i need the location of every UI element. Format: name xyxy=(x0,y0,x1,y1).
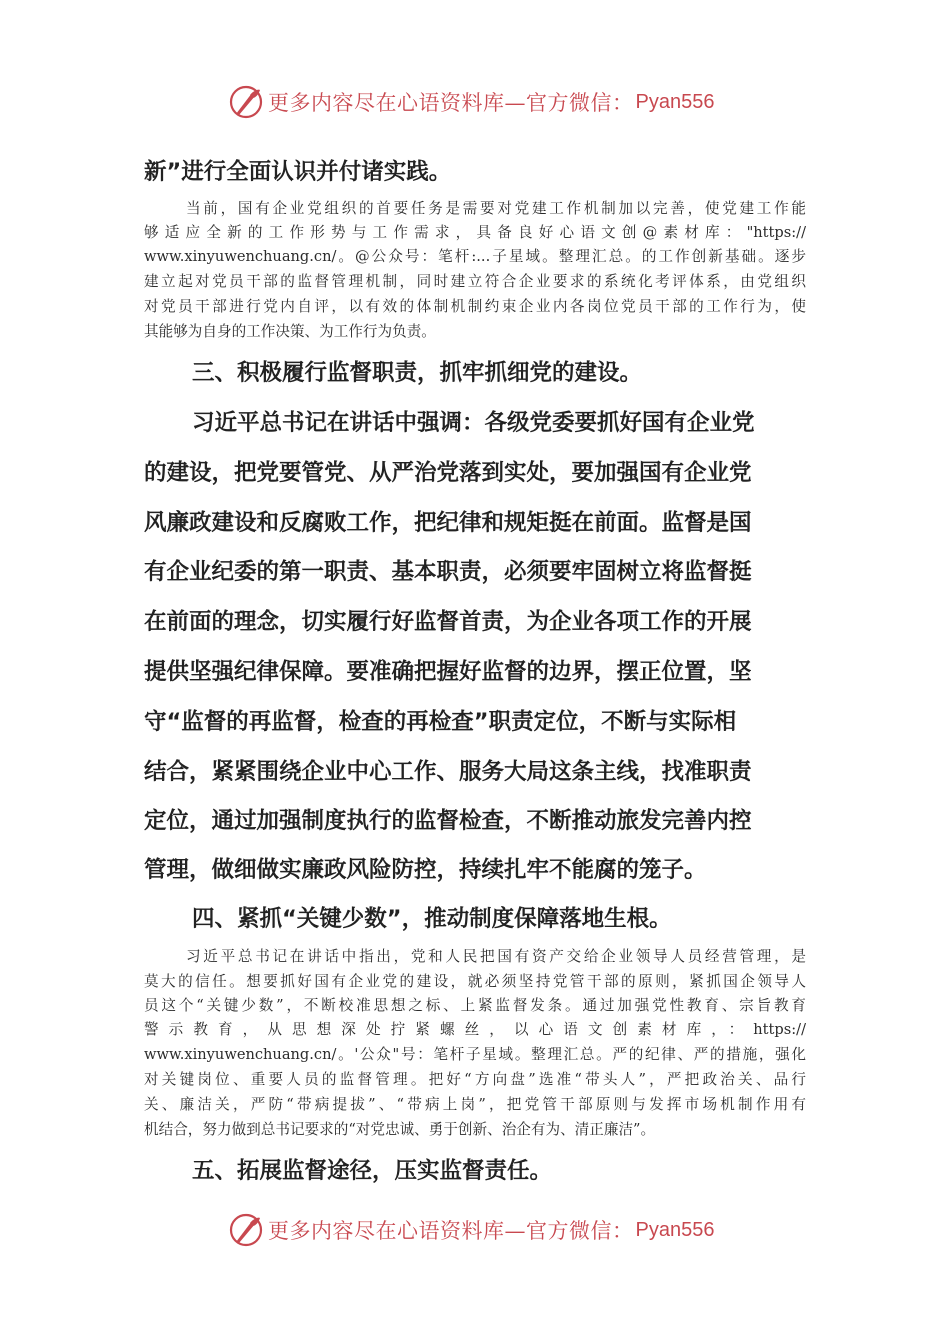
text-line: 当前，国有企业党组织的首要任务是需要对党建工作机制加以完善，使党建工作能 xyxy=(186,200,806,217)
quill-pen-icon xyxy=(228,84,264,120)
text-line: 有企业纪委的第一职责、基本职责，必须要牢固树立将监督挺 xyxy=(144,559,752,585)
text-line: 在前面的理念，切实履行好监督首责，为企业各项工作的开展 xyxy=(144,609,752,635)
text-line: 定位，通过加强制度执行的监督检查，不断推动旅发完善内控 xyxy=(144,808,752,834)
quill-pen-icon xyxy=(228,1212,264,1248)
text-line: 建立起对党员干部的监督管理机制，同时建立符合企业要求的系统化考评体系，由党组织 xyxy=(144,273,806,290)
text-line: 莫大的信任。想要抓好国有企业党的建设，就必须坚持党管干部的原则，紧抓国企领导人 xyxy=(144,973,806,990)
banner-text: 更多内容尽在心语资料库—官方微信： xyxy=(268,91,634,115)
text-line: 机结合，努力做到总书记要求的“对党忠诚、勇于创新、治企有为、清正廉洁”。 xyxy=(144,1121,656,1138)
text-line: 其能够为自身的工作决策、为工作行为负责。 xyxy=(144,323,436,340)
text-line: 结合，紧紧围绕企业中心工作、服务大局这条主线，找准职责 xyxy=(144,759,752,785)
banner-text: 更多内容尽在心语资料库—官方微信： xyxy=(268,1219,634,1243)
text-line: 员这个“关键少数”，不断校准思想之标、上紧监督发条。通过加强党性教育、宗旨教育 xyxy=(144,997,806,1014)
banner-handle: Pyan556 xyxy=(635,1218,715,1241)
section-heading: 五、拓展监督途径，压实监督责任。 xyxy=(192,1158,553,1184)
section-heading: 四、紧抓“关键少数”，推动制度保障落地生根。 xyxy=(192,906,672,932)
text-line: www.xinyuwenchuang.cn/。'公众"号：笔杆子星域。整理汇总。严的纪律、严的措施，强化 xyxy=(144,1046,806,1063)
text-line: 关、廉洁关，严防“带病提拔”、“带病上岗”，把党管干部原则与发挥市场机制作用有 xyxy=(144,1096,806,1113)
header-banner xyxy=(228,82,748,122)
text-line: 新”进行全面认识并付诸实践。 xyxy=(144,159,452,185)
text-line: www.xinyuwenchuang.cn/。@公众号：笔杆:...子星域。整理汇总。的工作创新基础。逐步 xyxy=(144,248,806,265)
banner-handle: Pyan556 xyxy=(635,90,715,113)
text-line: 够适应全新的工作形势与工作需求，具备良好心语文创@素材库："https:// xyxy=(144,224,806,241)
text-line: 习近平总书记在讲话中强调：各级党委要抓好国有企业党 xyxy=(192,410,755,436)
text-line: 习近平总书记在讲话中指出，党和人民把国有资产交给企业领导人员经营管理，是 xyxy=(186,948,806,965)
text-line: 管理，做细做实廉政风险防控，持续扎牢不能腐的笼子。 xyxy=(144,857,707,883)
text-line: 提供坚强纪律保障。要准确把握好监督的边界，摆正位置，坚 xyxy=(144,659,752,685)
text-line: 的建设，把党要管党、从严治党落到实处，要加强国有企业党 xyxy=(144,460,752,486)
footer-banner xyxy=(228,1210,748,1250)
text-line: 对关键岗位、重要人员的监督管理。把好“方向盘”选准“带头人”，严把政治关、品行 xyxy=(144,1071,806,1088)
text-line: 警示教育，从思想深处拧紧螺丝，以心语文创素材库，：https:// xyxy=(144,1021,806,1038)
text-line: 守“监督的再监督，检查的再检查”职责定位，不断与实际相 xyxy=(144,709,737,735)
section-heading: 三、积极履行监督职责，抓牢抓细党的建设。 xyxy=(192,360,643,386)
text-line: 对党员干部进行党内自评，以有效的体制机制约束企业内各岗位党员干部的工作行为，使 xyxy=(144,298,806,315)
text-line: 风廉政建设和反腐败工作，把纪律和规矩挺在前面。监督是国 xyxy=(144,510,752,536)
